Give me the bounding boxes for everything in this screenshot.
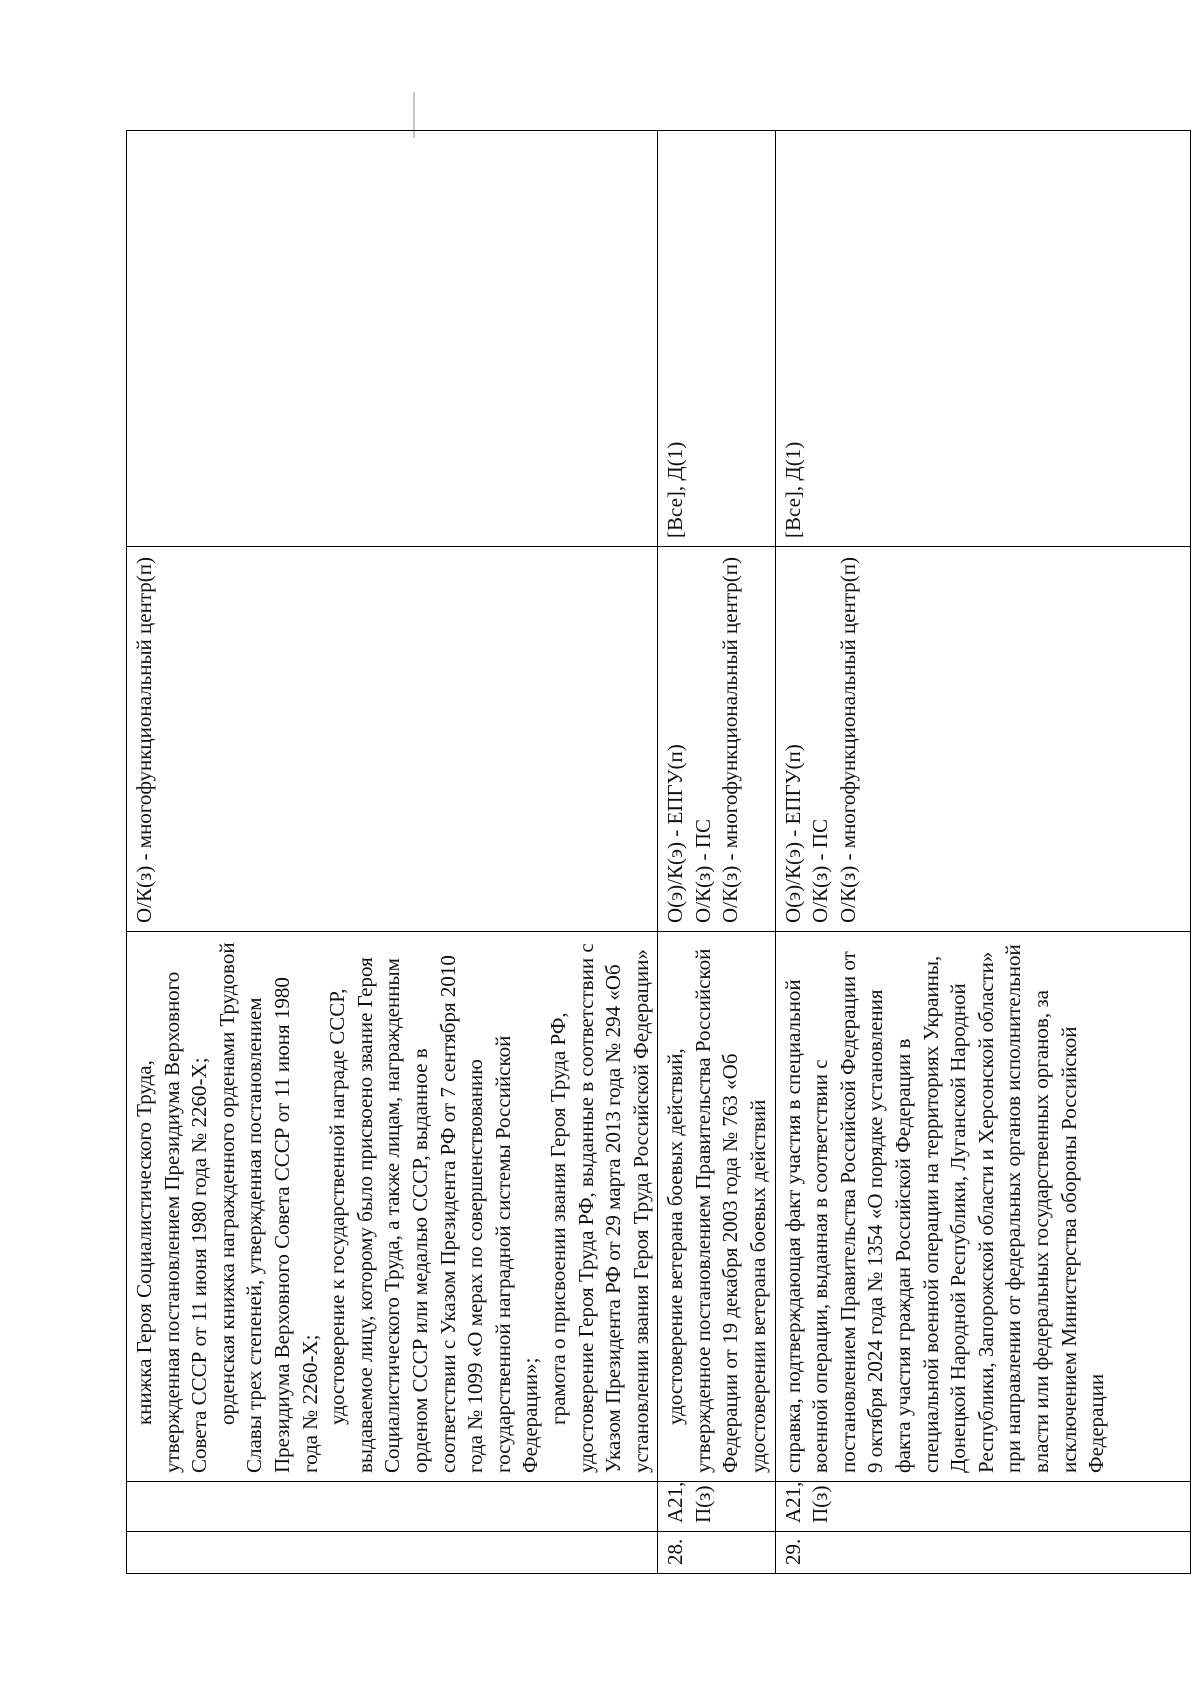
method-item: О(э)/К(э) - ЕПГУ(п)	[663, 744, 688, 923]
document-item: книжка Героя Социалистического Труда, утвержденная постановлением Президиума Верховного Совета СССР от 11 июня 1980 года № 2260-Х;	[132, 971, 212, 1473]
services-table	[126, 130, 1191, 1574]
table-row	[775, 131, 1190, 1574]
document-item: удостоверение ветерана боевых действий, утвержденное постановлением Правительства Российской Федерации от 19 декабря 2003 года № 763 «Об удостоверении ветерана боевых действий	[663, 948, 771, 1473]
row-code: А21, П(з)	[775, 1482, 1190, 1532]
methods-cell	[127, 547, 658, 932]
rotated-table-wrapper	[126, 130, 1142, 1574]
methods-cell	[775, 547, 1190, 932]
row-code	[127, 1482, 658, 1532]
documents-cell	[127, 932, 658, 1482]
method-item: О/К(з) - ПС	[690, 819, 715, 923]
row-code: А21, П(з)	[658, 1482, 775, 1532]
rule-cell: [Все], Д(1)	[775, 131, 1190, 547]
method-item: О/К(з) - многофункциональный центр(п)	[132, 557, 156, 923]
row-number: 28.	[658, 1532, 775, 1574]
row-number: 29.	[775, 1532, 1190, 1574]
table-row	[658, 131, 775, 1574]
document-item: удостоверение к государственной награде СССР, выдаваемое лицу, которому было присвоено звание Героя Социалистического Труда, а также лицам, награжденным орденом СССР или медалью СССР, выданное в соответствии с Указом Президента РФ от 7 сентября 2010 года № 1099 «О мерах по совершенствованию государственной наградной системы Российской Федерации»;	[325, 955, 543, 1473]
method-item: О/К(з) - ПС	[808, 819, 833, 923]
rule-cell	[127, 131, 658, 547]
documents-cell	[775, 932, 1190, 1482]
documents-cell	[658, 932, 775, 1482]
method-item: О(э)/К(э) - ЕПГУ(п)	[780, 744, 805, 923]
row-number	[127, 1532, 658, 1574]
methods-cell	[658, 547, 775, 932]
table-row	[127, 131, 658, 1574]
method-item: О/К(з) - многофункциональный центр(п)	[835, 557, 860, 923]
rule-cell: [Все], Д(1)	[658, 131, 775, 547]
document-item: справка, подтверждающая факт участия в специальной военной операции, выданная в соответствии с постановлением Правительства Российской Федерации от 9 октября 2024 года № 1354 «О порядке установления факта участия граждан Российской Федерации в специальной военной операции на территориях Украины, Донецкой Народной Республики, Луганской Народной Республики, Запорожской области и Херсонской области» при направлении от федеральных органов исполнительной власти или федеральных государственных органов, за исключением Министерства обороны Российской Федерации	[780, 944, 1109, 1473]
document-item: орденская книжка награжденного орденами Трудовой Славы трех степеней, утвержденная постановлением Президиума Верховного Совета СССР от 11 июня 1980 года № 2260-Х;	[214, 942, 322, 1473]
document-item: грамота о присвоении звания Героя Труда РФ, удостоверение Героя Труда РФ, выданные в соответствии с Указом Президента РФ от 29 марта 2013 года № 294 «Об установлении звания Героя Труда Российской Федерации»	[545, 943, 653, 1473]
method-item: О/К(з) - многофункциональный центр(п)	[718, 557, 743, 923]
